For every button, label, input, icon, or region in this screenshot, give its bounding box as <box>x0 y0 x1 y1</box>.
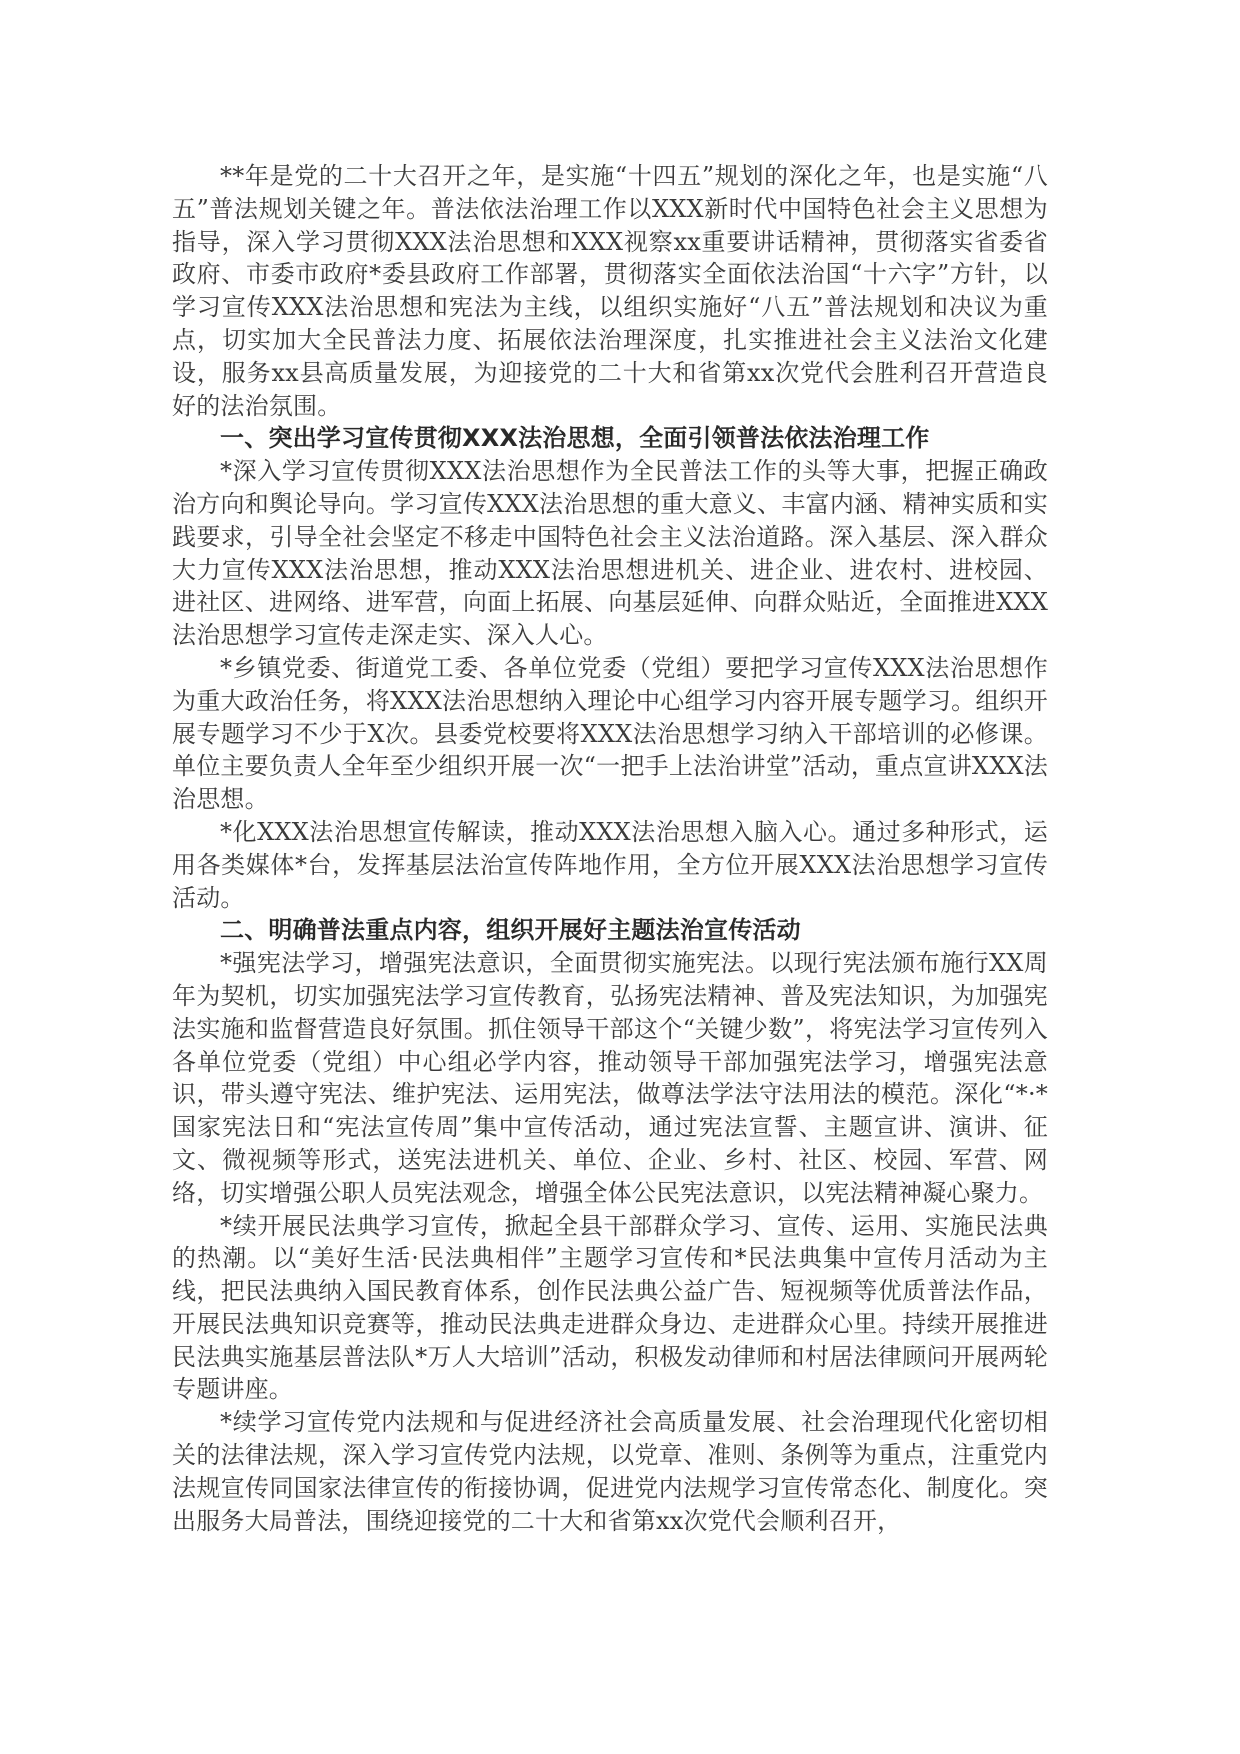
document-page <box>172 160 1048 1537</box>
section-2-paragraph-3: *续学习宣传党内法规和与促进经济社会高质量发展、社会治理现代化密切相关的法律法规，深入学习宣传党内法规，以党章、准则、条例等为重点，注重党内法规宣传同国家法律宣传的衔接协调，促进党内法规学习宣传常态化、制度化。突出服务大局普法，围绕迎接党的二十大和省第xx次党代会顺利召开， <box>172 1408 1048 1535</box>
section-2-paragraph-1: *强宪法学习，增强宪法意识，全面贯彻实施宪法。以现行宪法颁布施行XX周年为契机，切实加强宪法学习宣传教育，弘扬宪法精神、普及宪法知识，为加强宪法实施和监督营造良好氛围。抓住领导干部这个“关键少数”，将宪法学习宣传列入各单位党委（党组）中心组必学内容，推动领导干部加强宪法学习，增强宪法意识，带头遵守宪法、维护宪法、运用宪法，做尊法学法守法用法的模范。深化“*·*国家宪法日和“宪法宣传周”集中宣传活动，通过宪法宣誓、主题宣讲、演讲、征文、微视频等形式，送宪法进机关、单位、企业、乡村、社区、校园、军营、网络，切实增强公职人员宪法观念，增强全体公民宪法意识，以宪法精神凝心聚力。 <box>172 949 1048 1207</box>
section-1-paragraph-3: *化XXX法治思想宣传解读，推动XXX法治思想入脑入心。通过多种形式，运用各类媒体*台，发挥基层法治宣传阵地作用，全方位开展XXX法治思想学习宣传活动。 <box>172 817 1048 912</box>
section-1-heading: 一、突出学习宣传贯彻XXX法治思想，全面引领普法依法治理工作 <box>220 424 930 453</box>
intro-paragraph: **年是党的二十大召开之年，是实施“十四五”规划的深化之年，也是实施“八五”普法规划关键之年。普法依法治理工作以XXX新时代中国特色社会主义思想为指导，深入学习贯彻XXX法治思想和XXX视察xx重要讲话精神，贯彻落实省委省政府、市委市政府*委县政府工作部署，贯彻落实全面依法治国“十六字”方针，以学习宣传XXX法治思想和宪法为主线，以组织实施好“八五”普法规划和决议为重点，切实加大全民普法力度、拓展依法治理深度，扎实推进社会主义法治文化建设，服务xx县高质量发展，为迎接党的二十大和省第xx次党代会胜利召开营造良好的法治氛围。 <box>172 162 1048 420</box>
section-2-heading: 二、明确普法重点内容，组织开展好主题法治宣传活动 <box>220 916 801 945</box>
section-1-paragraph-2: *乡镇党委、街道党工委、各单位党委（党组）要把学习宣传XXX法治思想作为重大政治任务，将XXX法治思想纳入理论中心组学习内容开展专题学习。组织开展专题学习不少于X次。县委党校要将XXX法治思想学习纳入干部培训的必修课。单位主要负责人全年至少组织开展一次“一把手上法治讲堂”活动，重点宣讲XXX法治思想。 <box>172 653 1048 814</box>
section-2-paragraph-2: *续开展民法典学习宣传，掀起全县干部群众学习、宣传、运用、实施民法典的热潮。以“美好生活·民法典相伴”主题学习宣传和*民法典集中宣传月活动为主线，把民法典纳入国民教育体系，创作民法典公益广告、短视频等优质普法作品，开展民法典知识竞赛等，推动民法典走进群众身边、走进群众心里。持续开展推进民法典实施基层普法队*万人大培训”活动，积极发动律师和村居法律顾问开展两轮专题讲座。 <box>172 1211 1048 1404</box>
section-1-paragraph-1: *深入学习宣传贯彻XXX法治思想作为全民普法工作的头等大事，把握正确政治方向和舆论导向。学习宣传XXX法治思想的重大意义、丰富内涵、精神实质和实践要求，引导全社会坚定不移走中国特色社会主义法治道路。深入基层、深入群众大力宣传XXX法治思想，推动XXX法治思想进机关、进企业、进农村、进校园、进社区、进网络、进军营，向面上拓展、向基层延伸、向群众贴近，全面推进XXX法治思想学习宣传走深走实、深入人心。 <box>172 457 1048 650</box>
